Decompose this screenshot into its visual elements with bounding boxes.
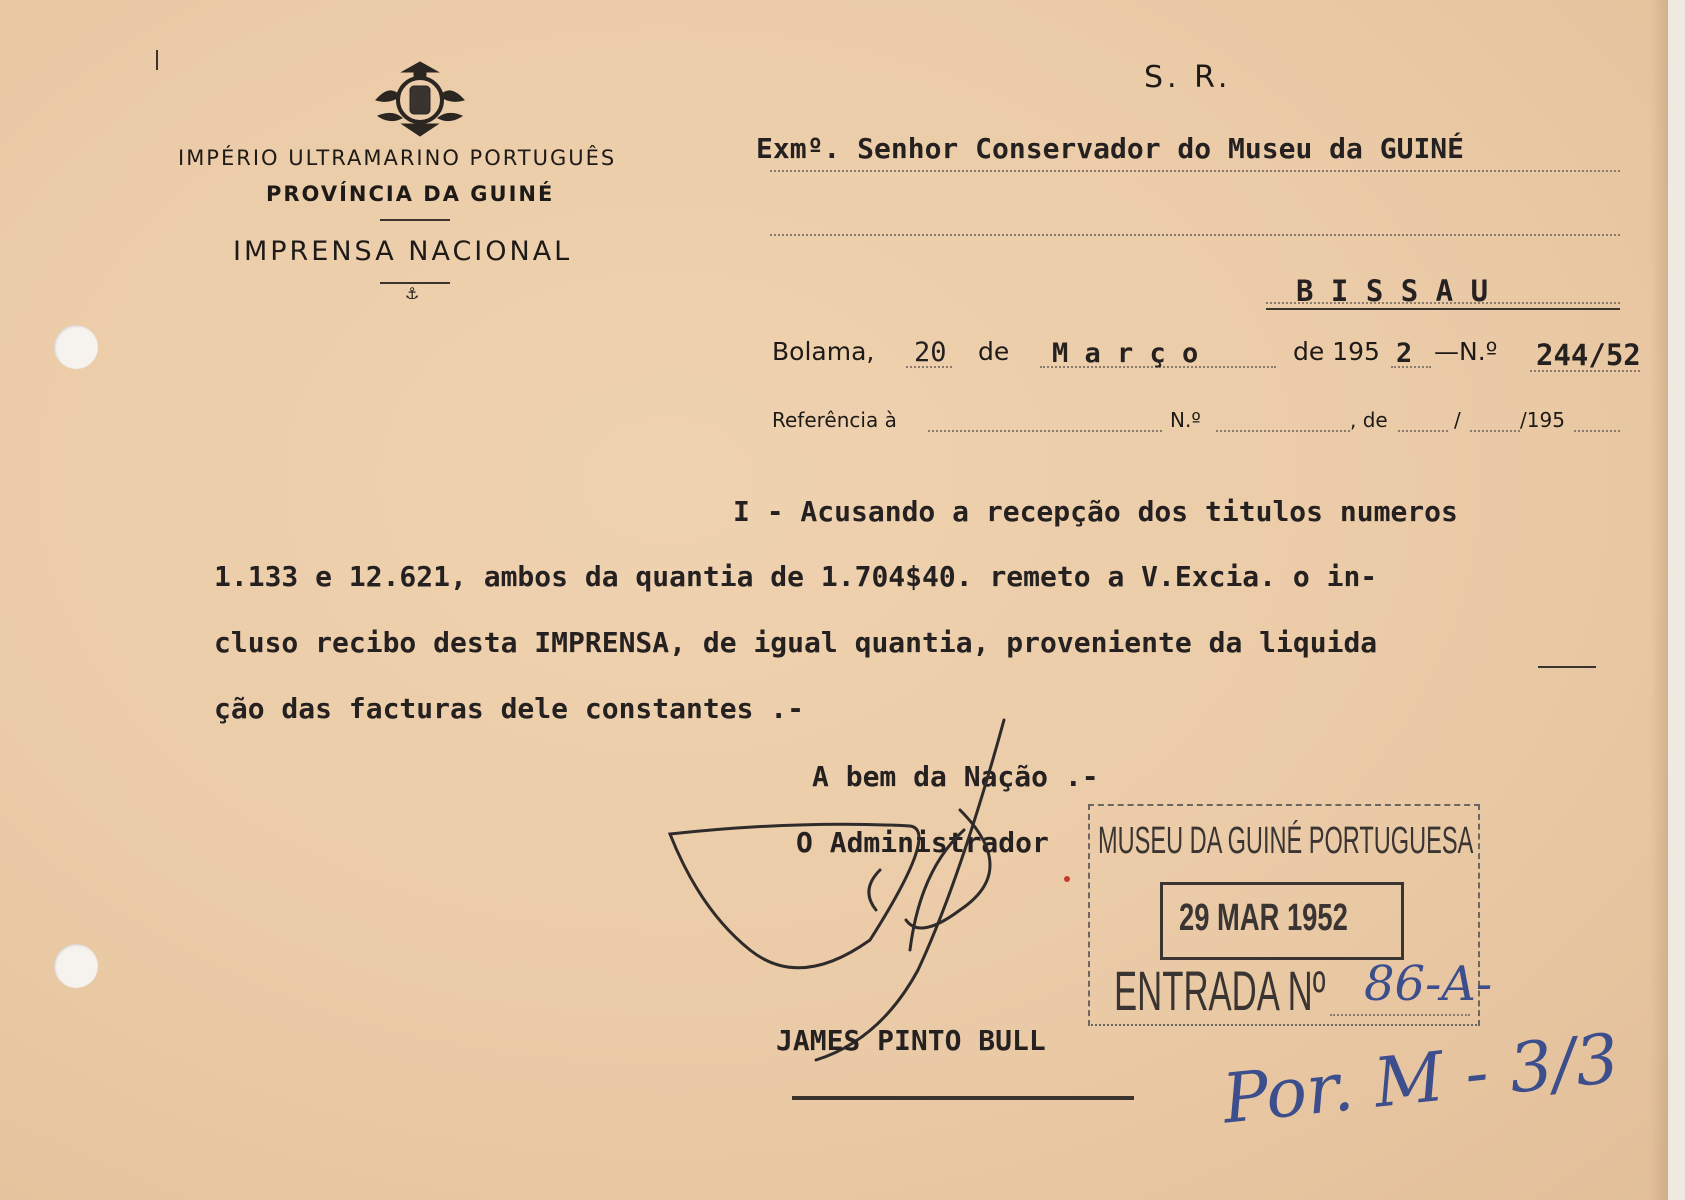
date-year-digit: 2	[1396, 338, 1413, 369]
city-line: B I S S A U	[1296, 274, 1489, 308]
letterhead-province: PROVÍNCIA DA GUINÉ	[266, 182, 555, 206]
margin-mark	[156, 50, 158, 70]
letterhead-empire: IMPÉRIO ULTRAMARINO PORTUGUÊS	[178, 146, 617, 170]
number-line	[1530, 370, 1640, 372]
reference-number-line	[1216, 430, 1350, 432]
city-underline	[1266, 308, 1620, 310]
date-month: M a r ç o	[1052, 338, 1199, 369]
anchor-icon: ⚓	[405, 284, 420, 303]
date-de-year: de 195	[1293, 337, 1380, 366]
body-line-1: I - Acusando a recepção dos titulos numeros	[733, 495, 1458, 528]
document-number: 244/52	[1536, 338, 1641, 372]
reference-line	[928, 430, 1162, 432]
coat-of-arms-icon	[372, 60, 468, 138]
punch-hole	[54, 944, 98, 988]
reference-label: Referência à	[772, 408, 897, 432]
date-day: 20	[914, 337, 947, 368]
city-dotted-line	[1266, 302, 1620, 304]
letterhead-divider	[380, 219, 450, 221]
stamp-entry-line	[1330, 1014, 1470, 1016]
body-line-4: ção das facturas dele constantes .-	[214, 692, 805, 725]
stamp-entry-number: 86-A-	[1364, 956, 1493, 1012]
recipient-line: Exmº. Senhor Conservador do Museu da GUINÉ	[756, 132, 1465, 165]
reference-year-line	[1574, 430, 1620, 432]
date-place: Bolama,	[772, 337, 875, 366]
closing-role: O Administrador	[796, 826, 1049, 859]
museum-entry-stamp	[1088, 804, 1493, 1026]
signature-scrawl	[660, 710, 1080, 1070]
signature-underline	[792, 1096, 1134, 1100]
stamp-museum-name: MUSEU DA GUINÉ PORTUGUESA	[1098, 820, 1474, 862]
body-line-2: 1.133 e 12.621, ambos da quantia de 1.704$40. remeto a V.Excia. o in-	[214, 560, 1378, 593]
stamp-date-box	[1160, 882, 1404, 960]
date-de: de	[978, 337, 1010, 366]
address-line	[770, 170, 1620, 172]
body-underline	[1538, 666, 1596, 668]
number-label: —N.º	[1434, 337, 1498, 366]
ink-dot	[1064, 876, 1070, 882]
sr-label: S. R.	[1144, 60, 1232, 95]
reference-day-line	[1398, 430, 1448, 432]
reference-year: /195	[1520, 408, 1565, 432]
body-line-3: cluso recibo desta IMPRENSA, de igual quantia, proveniente da liquida	[214, 626, 1378, 659]
reference-month-line	[1470, 430, 1520, 432]
letterhead-office: IMPRENSA NACIONAL	[233, 236, 573, 267]
stamp-date: 29 MAR 1952	[1179, 897, 1348, 939]
punch-hole	[54, 325, 98, 369]
reference-de: , de	[1350, 408, 1388, 432]
reference-slash: /	[1454, 408, 1461, 432]
reference-number-label: N.º	[1170, 408, 1201, 432]
address-line	[770, 234, 1620, 236]
closing-salutation: A bem da Nação .-	[812, 760, 1099, 793]
stamp-entry-label: ENTRADA Nº	[1114, 959, 1326, 1022]
date-year-line	[1391, 366, 1431, 368]
signatory-name: JAMES PINTO BULL	[776, 1024, 1046, 1057]
handwritten-annotation: Por. M - 3/3	[1218, 1019, 1623, 1140]
